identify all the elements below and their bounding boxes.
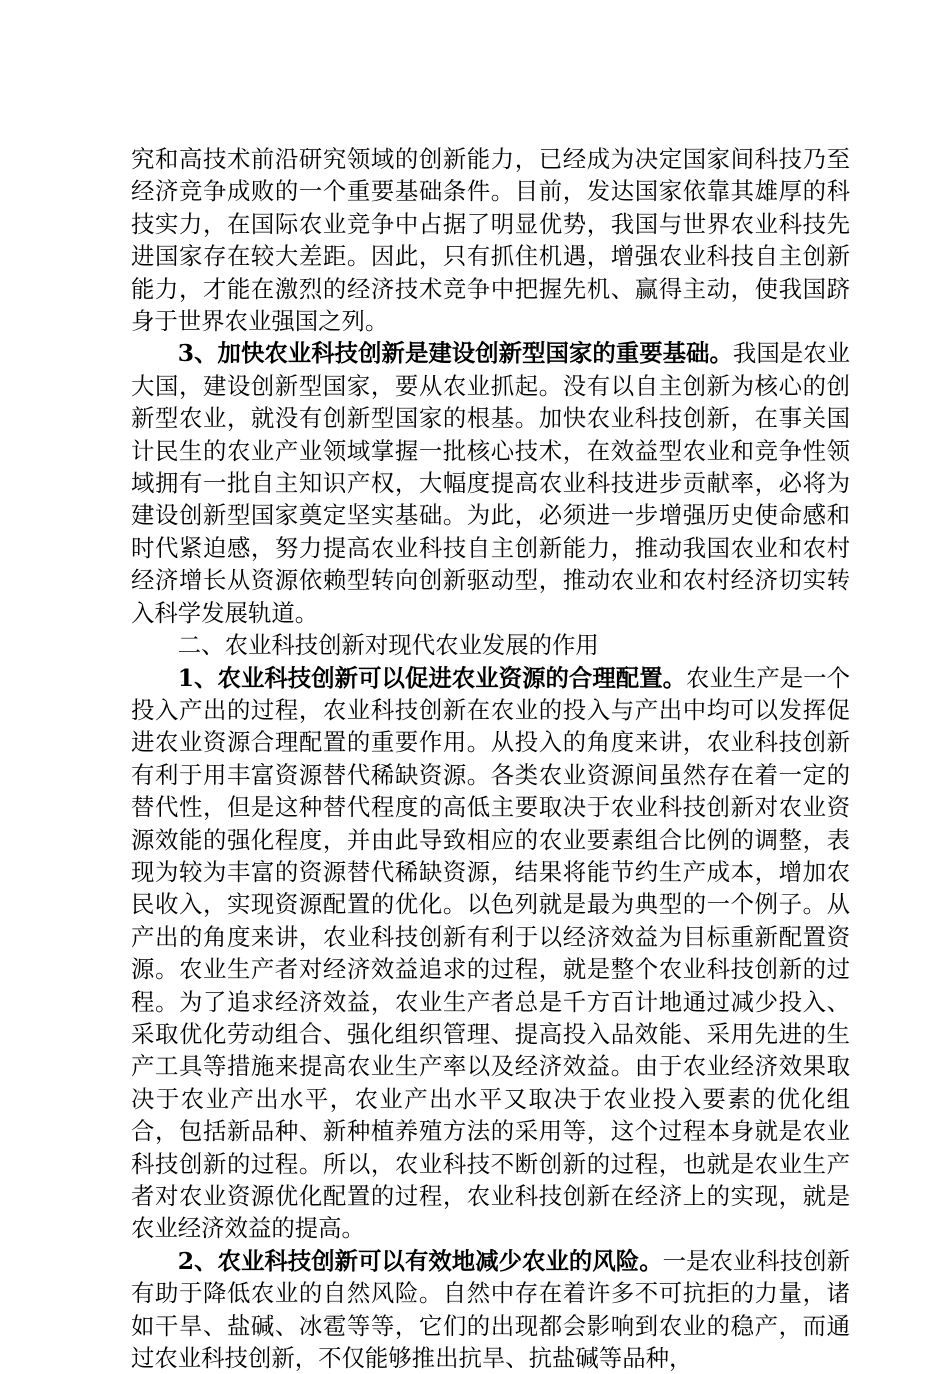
document-page [131,143,850,1374]
paragraph-body: 究和高技术前沿研究领域的创新能力，已经成为决定国家间科技乃至经济竞争成败的一个重要基础条件。目前，发达国家依靠其雄厚的科技实力，在国际农业竞争中占据了明显优势，我国与世界农业科技先进国家存在较大差距。因此，只有抓住机遇，增强农业科技自主创新能力，才能在激烈的经济技术竞争中把握先机、赢得主动，使我国跻身于世界农业强国之列。 [131,145,850,336]
paragraph-body: 一是农业科技创新有助于降低农业的自然风险。自然中存在着许多不可抗拒的力量，诸如干旱、盐碱、冰雹等等，它们的出现都会影响到农业的稳产，而通过农业科技创新，不仅能够推出抗旱、抗盐碱等品种， [131,1246,850,1373]
paragraph-resource-allocation [131,662,850,1245]
paragraph-body: 农业生产是一个投入产出的过程，农业科技创新在农业的投入与产出中均可以发挥促进农业资源合理配置的重要作用。从投入的角度来讲，农业科技创新有利于用丰富资源替代稀缺资源。各类农业资源间虽然存在着一定的替代性，但是这种替代程度的高低主要取决于农业科技创新对农业资源效能的强化程度，并由此导致相应的农业要素组合比例的调整，表现为较为丰富的资源替代稀缺资源，结果将能节约生产成本，增加农民收入，实现资源配置的优化。以色列就是最为典型的一个例子。从产出的角度来讲，农业科技创新有利于以经济效益为目标重新配置资源。农业生产者对经济效益追求的过程，就是整个农业科技创新的过程。为了追求经济效益，农业生产者总是千方百计地通过减少投入、采取优化劳动组合、强化组织管理、提高投入品效能、采用先进的生产工具等措施来提高农业生产率以及经济效益。由于农业经济效果取决于农业产出水平，农业产出水平又取决于农业投入要素的优化组合，包括新品种、新种植养殖方法的采用等，这个过程本身就是农业科技创新的过程。所以，农业科技不断创新的过程，也就是农业生产者对农业资源优化配置的过程，农业科技创新在经济上的实现，就是农业经济效益的提高。 [131,663,850,1243]
paragraph-lead: 1、农业科技创新可以促进农业资源的合理配置。 [177,663,687,692]
section-heading: 二、农业科技创新对现代农业发展的作用 [177,631,599,660]
paragraph-continuation [131,143,850,337]
paragraph-innovation-nation [131,337,850,629]
paragraph-body: 我国是农业大国，建设创新型国家，要从农业抓起。没有以自主创新为核心的创新型农业，就没有创新型国家的根基。加快农业科技创新，在事关国计民生的农业产业领域掌握一批核心技术，在效益型农业和竞争性领域拥有一批自主知识产权，大幅度提高农业科技进步贡献率，必将为建设创新型国家奠定坚实基础。为此，必须进一步增强历史使命感和时代紧迫感，努力提高农业科技自主创新能力，推动我国农业和农村经济增长从资源依赖型转向创新驱动型，推动农业和农村经济切实转入科学发展轨道。 [131,339,850,627]
paragraph-risk-reduction [131,1245,850,1374]
paragraph-lead: 2、农业科技创新可以有效地减少农业的风险。 [177,1246,663,1275]
paragraph-lead: 3、加快农业科技创新是建设创新型国家的重要基础。 [177,339,733,368]
